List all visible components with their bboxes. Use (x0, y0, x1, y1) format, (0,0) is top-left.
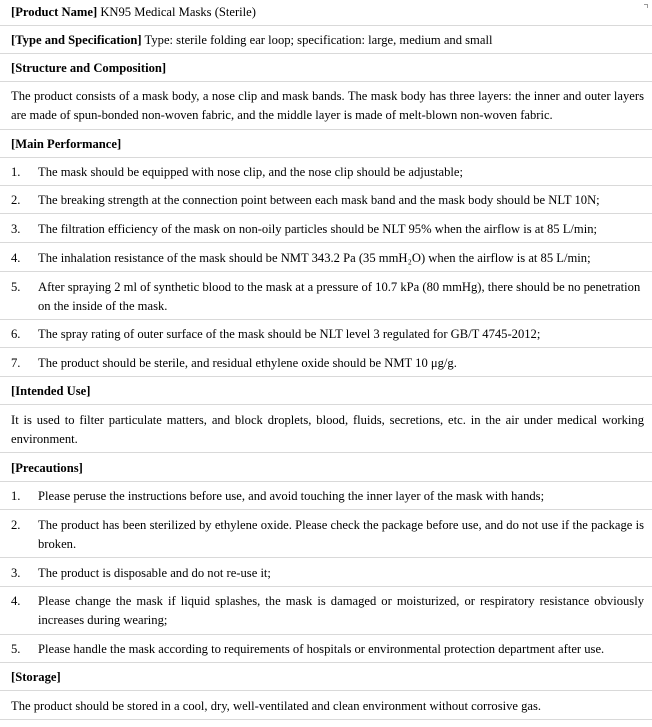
item-number: 2. (11, 518, 21, 532)
item-text: After spraying 2 ml of synthetic blood to the mask at a pressure of 10.7 kPa (80 mmHg), there should be no penetration on the inside of the mask. (38, 280, 641, 313)
divider (0, 347, 652, 348)
divider (0, 719, 652, 720)
item-text: The inhalation resistance of the mask should be NMT 343.2 Pa (35 mmH₂O) when the airflow is at 85 L/min; (38, 251, 591, 265)
item-text: The mask should be equipped with nose clip, and the nose clip should be adjustable; (38, 165, 463, 179)
type-spec-value: Type: sterile folding ear loop; specification: large, medium and small (144, 33, 493, 47)
divider (0, 271, 652, 272)
item-number: 5. (11, 280, 21, 294)
divider (0, 213, 652, 214)
divider (0, 404, 652, 405)
divider (0, 129, 652, 130)
item-number: 5. (11, 642, 21, 656)
item-text: The product should be sterile, and residual ethylene oxide should be NMT 10 μg/g. (38, 356, 457, 370)
divider (0, 242, 652, 243)
intended-use-heading: [Intended Use] (11, 384, 91, 398)
item-text: The product has been sterilized by ethylene oxide. Please check the package before use, and do not use if the package is broken. (38, 518, 644, 551)
divider (0, 452, 652, 453)
item-number: 1. (11, 489, 21, 503)
item-number: 2. (11, 193, 21, 207)
divider (0, 586, 652, 587)
item-number: 4. (11, 251, 21, 265)
item-text: The product is disposable and do not re-use it; (38, 566, 271, 580)
item-number: 7. (11, 356, 21, 370)
divider (0, 481, 652, 482)
item-text: The filtration efficiency of the mask on non-oily particles should be NLT 95% when the airflow is at 85 L/min; (38, 222, 598, 236)
divider (0, 319, 652, 320)
divider (0, 690, 652, 691)
item-text: Please handle the mask according to requirements of hospitals or environmental protection department after use. (38, 642, 605, 656)
item-text: Please peruse the instructions before use, and avoid touching the inner layer of the mask with hands; (38, 489, 545, 503)
divider (0, 662, 652, 663)
item-text: Please change the mask if liquid splashes, the mask is damaged or moisturized, or respiratory resistance obviously increases during wearing; (38, 594, 644, 627)
item-number: 1. (11, 165, 21, 179)
performance-heading: [Main Performance] (11, 137, 122, 151)
storage-heading: [Storage] (11, 670, 61, 684)
divider (0, 634, 652, 635)
item-number: 6. (11, 327, 21, 341)
divider (0, 53, 652, 54)
type-spec-label: [Type and Specification] (11, 33, 142, 47)
divider (0, 376, 652, 377)
product-name-label: [Product Name] (11, 5, 98, 19)
item-number: 3. (11, 222, 21, 236)
item-text: The spray rating of outer surface of the mask should be NLT level 3 regulated for GB/T 4745-2012; (38, 327, 541, 341)
divider (0, 81, 652, 82)
item-text: The breaking strength at the connection point between each mask band and the mask body should be NLT 10N; (38, 193, 600, 207)
intended-use-text: It is used to filter particulate matters, and block droplets, blood, fluids, secretions, etc. in the air under medical working environment. (11, 413, 644, 446)
divider (0, 157, 652, 158)
structure-heading: [Structure and Composition] (11, 61, 167, 75)
item-number: 3. (11, 566, 21, 580)
precautions-heading: [Precautions] (11, 461, 83, 475)
corner-mark (644, 4, 648, 8)
storage-text: The product should be stored in a cool, dry, well-ventilated and clean environment without corrosive gas. (11, 699, 542, 713)
structure-text: The product consists of a mask body, a nose clip and mask bands. The mask body has three layers: the inner and outer layers are made of spun-bonded non-woven fabric, and the middle layer is made of melt-blown non-woven fabric. (11, 89, 644, 122)
product-name-value: KN95 Medical Masks (Sterile) (100, 5, 256, 19)
item-number: 4. (11, 594, 21, 608)
product-name-row (11, 3, 644, 22)
type-spec-row (11, 31, 644, 50)
divider (0, 557, 652, 558)
divider (0, 25, 652, 26)
divider (0, 185, 652, 186)
divider (0, 509, 652, 510)
